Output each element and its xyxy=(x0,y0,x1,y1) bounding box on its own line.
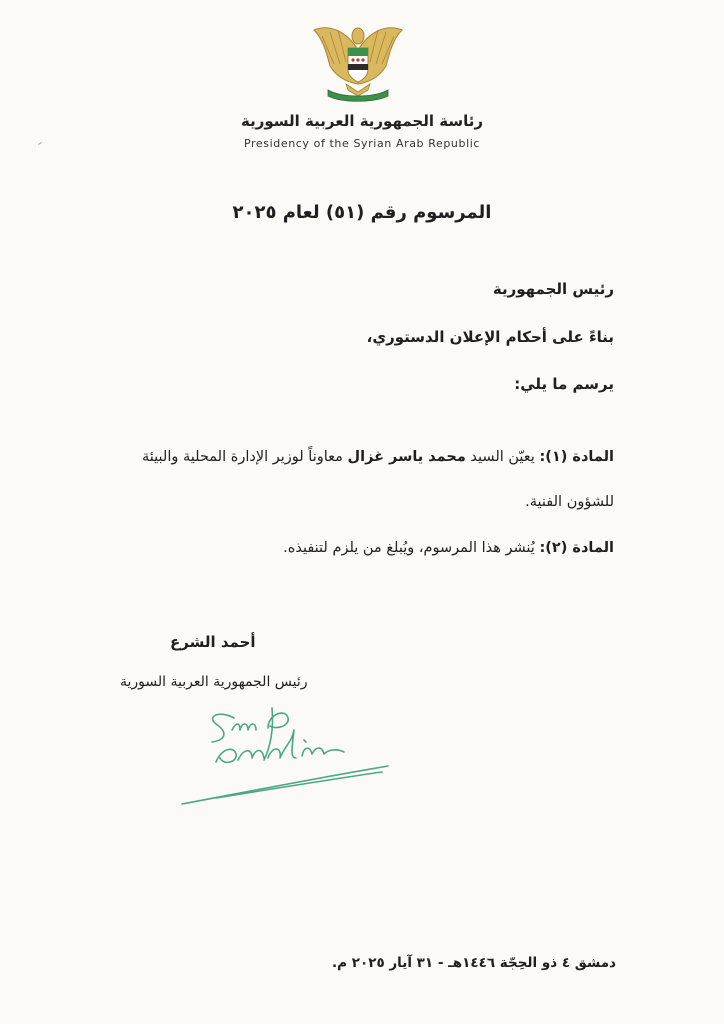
article-1-pre: يعيّن السيد xyxy=(470,449,535,465)
article-2-text: يُنشر هذا المرسوم، ويُبلغ من يلزم لتنفيذه. xyxy=(283,540,535,556)
decree-title: المرسوم رقم (٥١) لعام ٢٠٢٥ xyxy=(232,202,492,223)
issue-date: دمشق ٤ ذو الحِجّة ١٤٤٦هـ - ٣١ آيار ٢٠٢٥ م. xyxy=(332,955,616,971)
handwritten-signature xyxy=(176,700,396,812)
article-1-continuation: للشؤون الفنية. xyxy=(525,494,614,510)
article-1 xyxy=(142,449,614,465)
signer-title: رئيس الجمهورية العربية السورية xyxy=(120,674,308,690)
syrian-eagle-emblem-icon xyxy=(308,20,408,104)
article-1-post: معاوناً لوزير الإدارة المحلية والبيئة xyxy=(142,449,343,465)
basis-line: بناءً على أحكام الإعلان الدستوري، xyxy=(366,328,614,346)
appointee-name: محمد ياسر غزال xyxy=(347,449,466,465)
article-2 xyxy=(283,540,614,556)
presidency-title-arabic: رئاسة الجمهورية العربية السورية xyxy=(241,112,483,130)
presidency-title-english: Presidency of the Syrian Arab Republic xyxy=(243,137,481,150)
decrees-line: يرسم ما يلي: xyxy=(514,375,614,393)
article-2-label: المادة (٢): xyxy=(539,540,614,556)
issuer-line: رئيس الجمهورية xyxy=(492,280,614,298)
article-1-label: المادة (١): xyxy=(539,449,614,465)
signer-name: أحمد الشرع xyxy=(170,633,256,651)
